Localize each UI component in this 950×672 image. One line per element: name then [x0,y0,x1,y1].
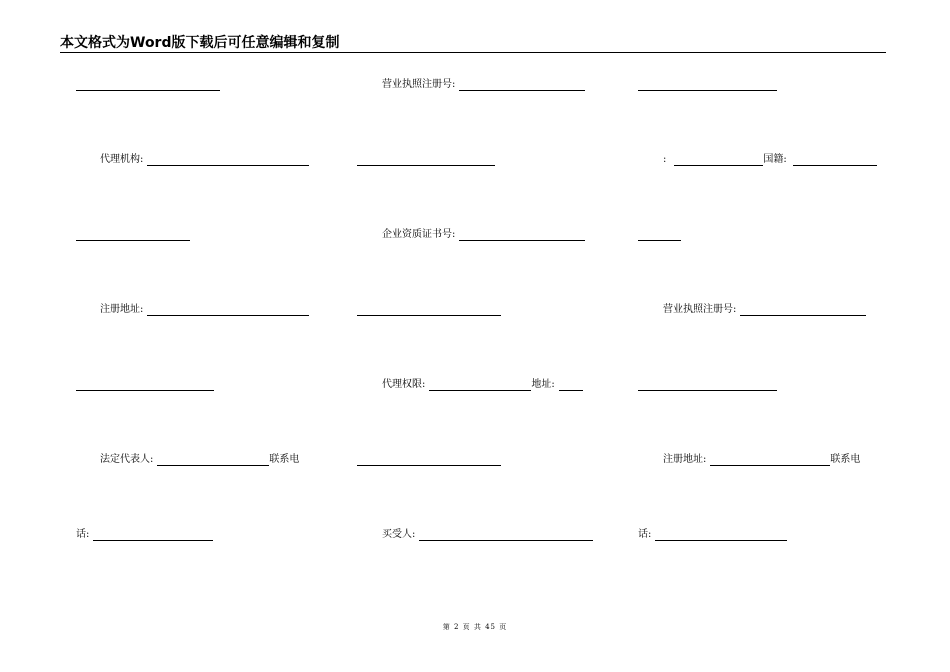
fill-line[interactable] [419,540,593,541]
field-legal-rep [100,453,299,467]
blank-line-r6c2 [357,453,501,467]
field-label: 营业执照注册号: [663,304,737,315]
fill-line[interactable] [655,540,787,541]
field-license-no-1 [382,78,585,92]
field-reg-address-2 [663,453,860,467]
field-label: 国籍: [763,154,787,165]
field-label: 注册地址: [663,454,707,465]
page-number: 第 2 页 共 45 页 [442,623,508,631]
blank-line-r5c3 [638,378,777,392]
field-agency [100,153,309,167]
field-label: 代理权限: [382,379,426,390]
field-label: 联系电 [269,454,300,465]
field-reg-address-1 [100,303,309,317]
fill-line[interactable] [357,165,495,166]
fill-line[interactable] [93,540,213,541]
fill-line[interactable] [459,90,585,91]
header-divider [60,52,886,53]
document-header-title: 本文格式为Word版下载后可任意编辑和复制 [60,35,340,51]
field-label: 营业执照注册号: [382,79,456,90]
fill-line[interactable] [157,465,269,466]
field-label: 地址: [531,379,555,390]
fill-line[interactable] [76,90,220,91]
fill-line[interactable] [357,315,501,316]
fill-line[interactable] [357,465,501,466]
fill-line[interactable] [76,390,214,391]
field-label: 法定代表人: [100,454,154,465]
field-phone-2 [638,528,787,542]
blank-line-r2c2 [357,153,495,167]
fill-line[interactable] [147,315,309,316]
fill-line[interactable] [459,240,585,241]
field-buyer [382,528,593,542]
field-label: 买受人: [382,529,416,540]
fill-line[interactable] [638,390,777,391]
field-label: 代理机构: [100,154,144,165]
blank-line-r4c2 [357,303,501,317]
field-license-no-2 [663,303,866,317]
field-label: 企业资质证书号: [382,229,456,240]
field-label: 话: [76,529,90,540]
fill-line[interactable] [740,315,866,316]
field-phone-1 [76,528,213,542]
fill-line[interactable] [710,465,830,466]
fill-line[interactable] [793,165,877,166]
fill-line[interactable] [76,240,190,241]
blank-line-r1c3 [638,78,777,92]
field-qualification-no [382,228,585,242]
blank-line-r1c1 [76,78,220,92]
field-agency-authority [382,378,583,392]
fill-line[interactable] [559,390,583,391]
field-label: 话: [638,529,652,540]
blank-line-r5c1 [76,378,214,392]
fill-line[interactable] [638,240,681,241]
fill-line[interactable] [147,165,309,166]
field-label: 联系电 [830,454,861,465]
blank-line-r3c1 [76,228,190,242]
field-label: : [663,154,667,165]
field-nationality [663,153,877,167]
blank-line-r3c3 [638,228,681,242]
fill-line[interactable] [638,90,777,91]
field-label: 注册地址: [100,304,144,315]
fill-line[interactable] [674,165,763,166]
fill-line[interactable] [429,390,531,391]
